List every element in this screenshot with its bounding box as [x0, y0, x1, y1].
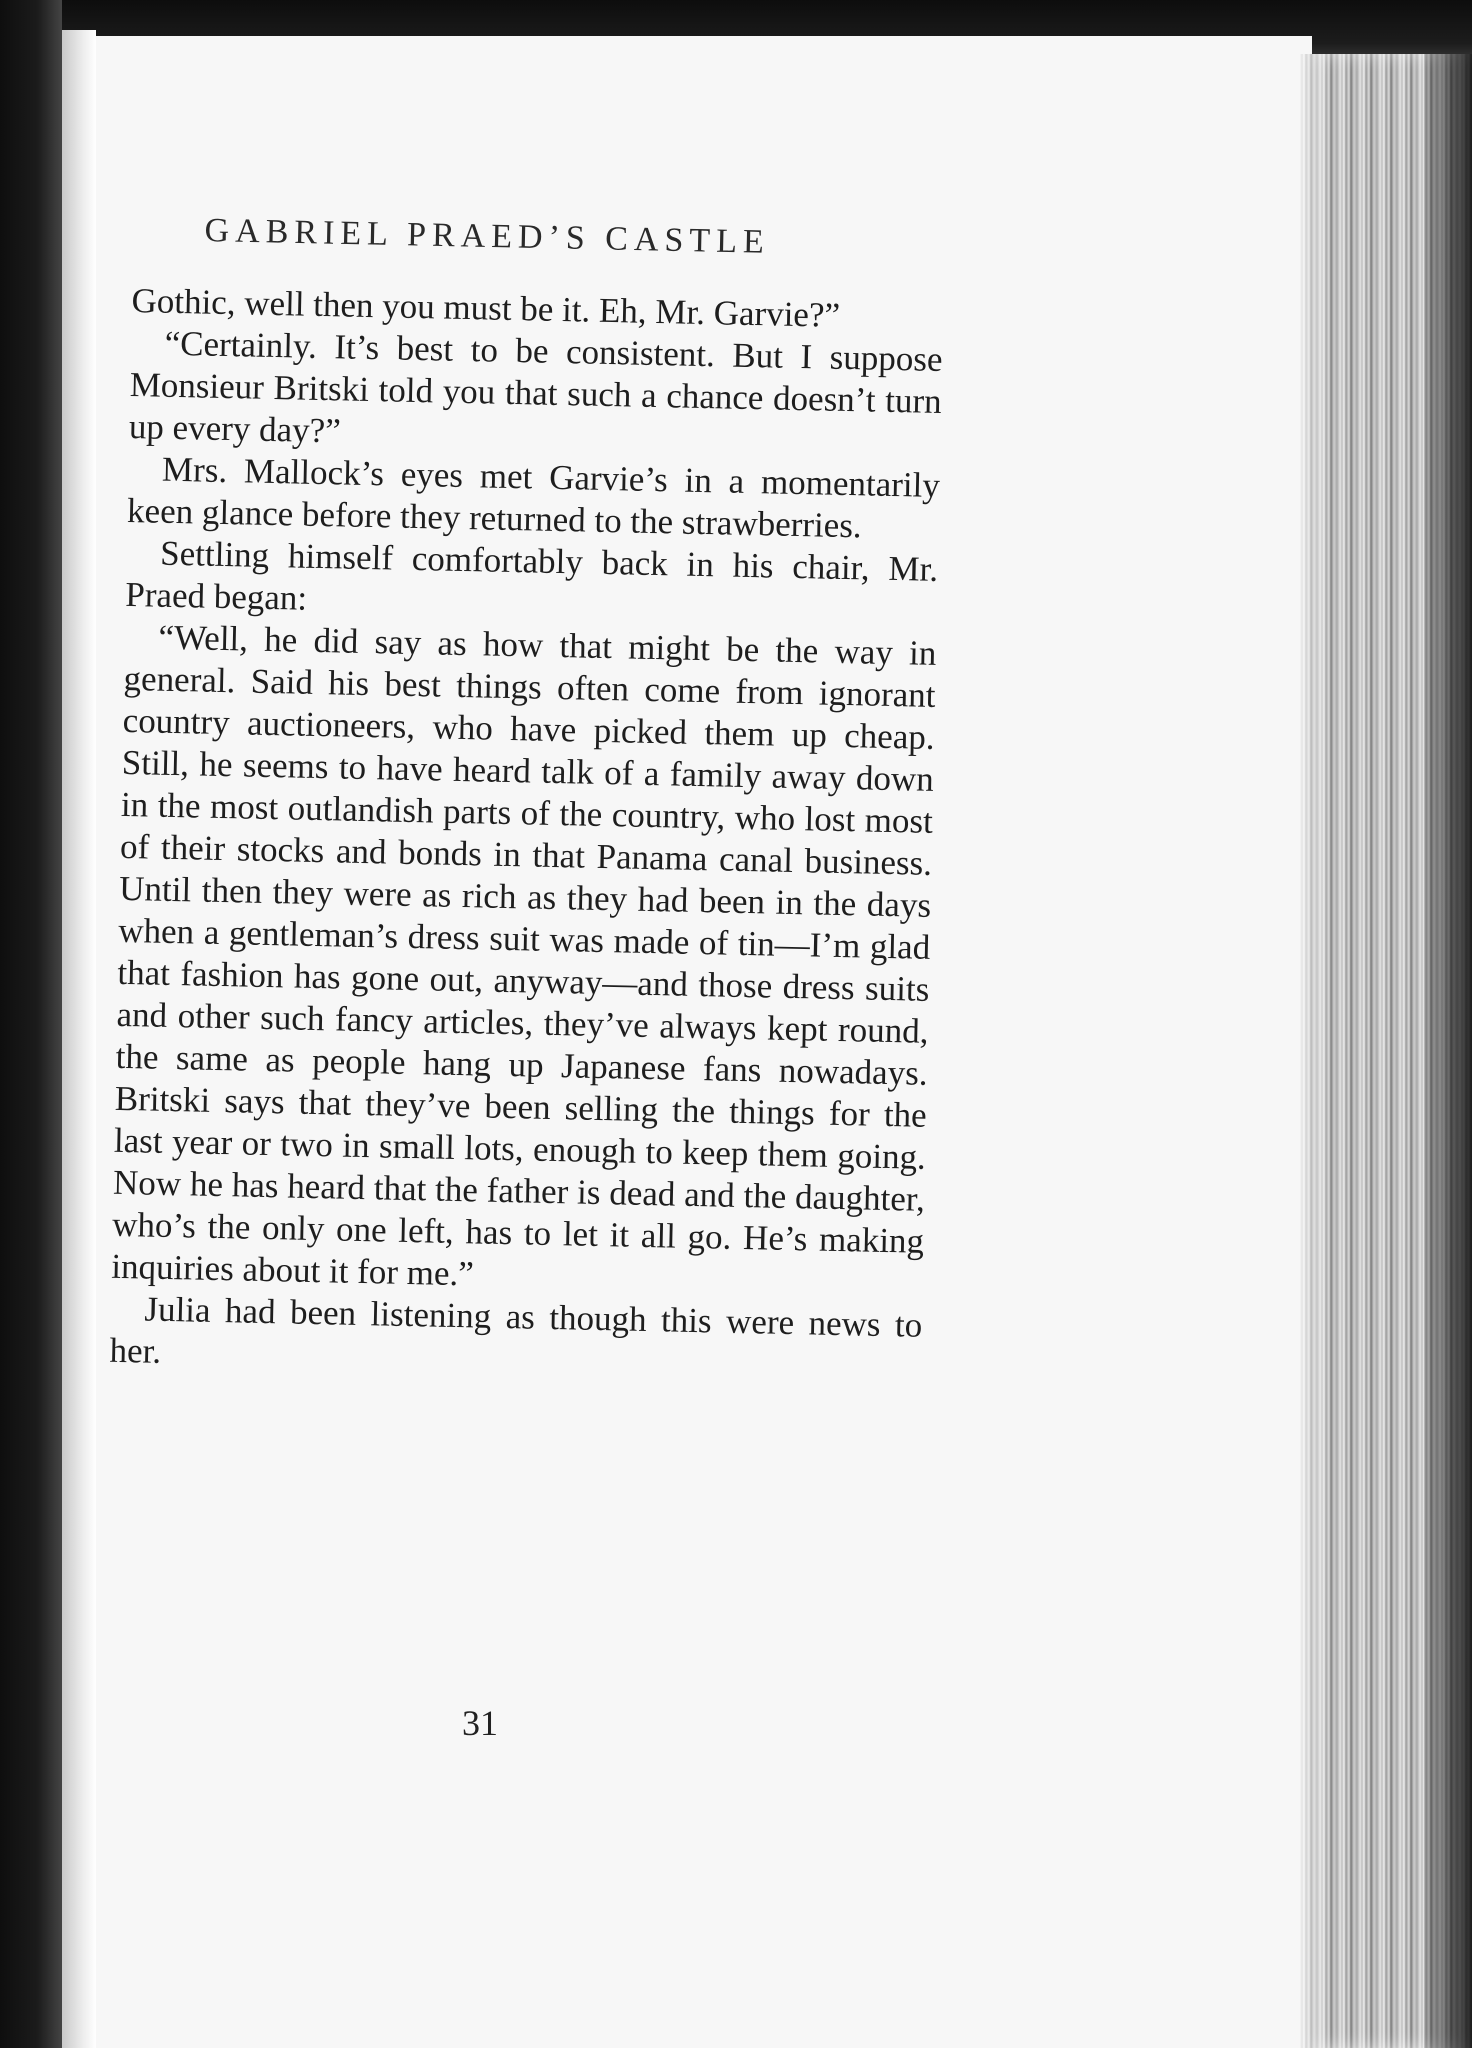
paragraph: Settling himself comfortably back in his chair, Mr. Praed began: — [125, 533, 939, 618]
page-number: 31 — [462, 1703, 498, 1743]
paragraph: Julia had been listening as though this were news to her. — [109, 1289, 923, 1371]
paragraph: Gothic, well then you must be it. Eh, Mr. Garvie?” — [131, 280, 841, 335]
page-edges-shadow — [1424, 54, 1472, 2048]
gutter-shadow — [62, 30, 96, 2048]
body-text — [109, 280, 944, 1389]
paragraph: “Certainly. It’s best to be consistent. But I suppose Monsieur Britski told you that such a chance doesn’t turn up every day?” — [128, 323, 943, 451]
paragraph: “Well, he did say as how that might be the way in general. Said his best things often come from ignorant country auctioneers, who have picked them up cheap. Still, he seems to have heard talk of a family away down in the most outlandish parts of the country, who lost most of their stocks and bonds in that Panama canal business. Until then they were as rich as they had been in the days when a gentleman’s dress suit was made of tin—I’m glad that fashion has gone out, anyway—and those dress suits and other such fancy articles, they’ve always kept round, the same as people hang up Japanese fans nowadays. Britski says that they’ve been selling the things for the last year or two in small lots, enough to keep them going. Now he has heard that the father is dead and the daughter, who’s the only one left, has to let it all go. He’s making inquiries about it for me.” — [110, 617, 937, 1294]
running-head: GABRIEL PRAED’S CASTLE — [204, 212, 771, 261]
paragraph: Mrs. Mallock’s eyes met Garvie’s in a momentarily keen glance before they returned to the strawberries. — [126, 449, 941, 546]
book-cover-edge — [0, 0, 62, 2048]
